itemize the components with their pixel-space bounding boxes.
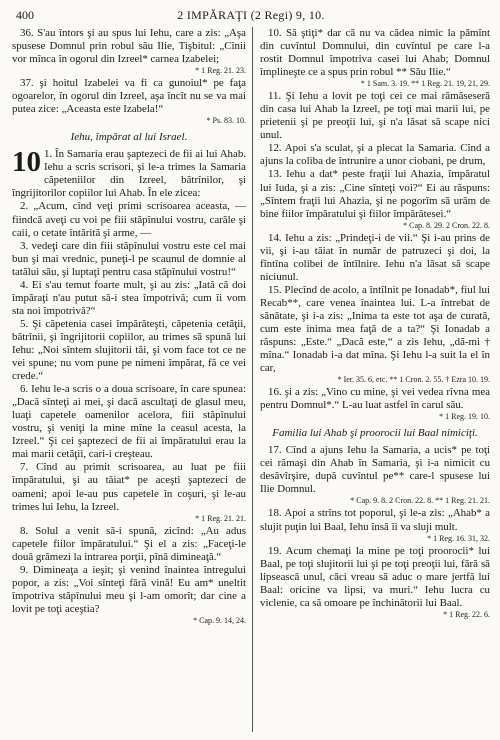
verse-text: 17. Cînd a ajuns Iehu la Samaria, a ucis* pe toţi cei rămaşi din Ahab în Samaria, şi i-a nimicit cu desăvîrşire, după cuvîntul pe** care-l spusese lui Ilie Domnul.	[260, 444, 491, 496]
left-column	[12, 27, 252, 732]
cross-reference: * 1 Reg. 19. 10.	[439, 412, 491, 422]
verse-text: 14. Iehu a zis: „Prindeţi-i de vii.“ Şi i-au prins de vii, şi i-au tăiat în număr de patruzeci şi doi, la fîntîna colibei de întîlnire. Iehu n'a lăsat să scape niciunul.	[260, 231, 491, 283]
verse	[260, 90, 490, 142]
right-column	[258, 27, 490, 732]
cross-reference: * Cap. 9. 14, 24.	[193, 615, 246, 625]
verse	[12, 318, 246, 383]
verse	[12, 77, 246, 116]
column-divider	[252, 27, 253, 732]
verse-text: 12. Apoi s'a sculat, şi a plecat la Samaria. Cînd a ajuns la coliba de întrunire a unor ciobani, pe drum,	[260, 142, 491, 168]
verse-text: 6. Iehu le-a scris o a doua scrisoare, în care spunea: „Dacă sînteţi ai mei, şi dacă ascultaţi de glasul meu, luaţi capetele oamenilor acelora, fiii stăpînului vostru, şi veniţi la mine mîne la ceasul acesta, la Izreel.“ Şi cei şaptezeci de fii ai împăratului erau la mai marii cetăţii, cari-i creşteau.	[12, 383, 246, 461]
verse-text: 8. Solul a venit să-i spună, zicînd: „Au adus capetele fiilor împăratului.“ Şi el a zis: „Faceţi-le două grămezi la intrarea porţii, pînă dimineaţă.“	[12, 524, 246, 563]
verse-text: 36. S'au întors şi au spus lui Iehu, care a zis: „Aşa spusese Domnul prin robul său Ilie, Tişbitul: „Cînii vor mînca în ogorul din Izreel* carnea Izabelei;	[12, 27, 246, 66]
running-title: 2 IMPĂRAŢI (2 Regi) 9, 10.	[177, 8, 325, 22]
verse-text: 3. vedeţi care din fiii stăpînului vostru este cel mai bun şi mai vrednic, puneţi-l pe scaunul de domnie al tatălui său, şi luptaţi pentru casa stăpînului vostru!“	[12, 239, 246, 278]
verse	[260, 444, 490, 496]
verse	[12, 279, 246, 318]
cross-reference: * 1 Reg. 16. 31, 32.	[427, 533, 491, 543]
cross-reference: * 1 Sam. 3. 19. ** 1 Reg. 21. 19, 21, 29.	[360, 79, 491, 89]
section-heading-ahab-family: Familia lui Ahab şi proorocii lui Baal nimiciţi.	[272, 427, 478, 440]
verse	[260, 545, 490, 610]
text-columns	[12, 27, 490, 732]
verse	[260, 142, 490, 168]
verse	[12, 383, 246, 461]
verse-text: 1. În Samaria erau şaptezeci de fii ai lui Ahab. Iehu a scris scrisori, şi le-a trimes la Samaria căpeteniilor din Izreel, bătrînilor, şi îngrijitorilor copiilor lui Ahab. În ele zicea:	[12, 148, 246, 200]
cross-reference: * Ps. 83. 10.	[206, 116, 246, 126]
verse	[260, 386, 490, 412]
verse-text: 5. Şi căpetenia casei împărăteşti, căpetenia cetăţii, bătrînii, şi îngrijitorii copiilor, au trimes să spună lui Iehu: „Noi sîntem slujitorii tăi, şi vom face tot ce ne vei spune; nu vom pune pe nimeni împărat, fă ce vei crede.“	[12, 317, 246, 383]
verse-text: 19. Acum chemaţi la mine pe toţi proorocii* lui Baal, pe toţi slujitorii lui şi pe toţi preoţii lui, fără să lipsească unul, căci vreau să aduc o mare jertfă lui Baal: oricine va lipsi, va muri.“ Iehu lucra cu viclenie, ca să omoare pe închinătorii lui Baal.	[260, 544, 491, 609]
page-header	[12, 8, 490, 24]
verse	[12, 240, 246, 279]
verse	[260, 232, 490, 284]
verse	[12, 525, 246, 564]
cross-reference: * Ier. 35. 6, etc. ** 1 Cron. 2. 55. † Ezra 10. 19.	[337, 375, 491, 385]
chapter-number: 10	[12, 146, 41, 179]
cross-reference: * 1 Reg. 21. 21.	[195, 513, 246, 523]
verse	[12, 27, 246, 66]
section-heading-iehu: Iehu, împărat al lui Israel.	[70, 131, 188, 144]
verse-text: 4. Ei s'au temut foarte mult, şi au zis: „Iată că doi împăraţi n'au putut să-i stea împotrivă; cum îi vom sta noi împotrivă?“	[12, 278, 246, 317]
verse-text: 15. Plecînd de acolo, a întîlnit pe Ionadab*, fiul lui Recab**, care venea înaintea lui. L-a întrebat de sănătate, şi i-a zis: „Inima ta este tot aşa de curată, cum este inima mea faţă de a ta?“ Şi Ionadab a răspuns: „Este.“ „Dacă este,“ a zis Iehu, „dă-mi † mîna.“ Ionadab i-a dat mîna. Şi Iehu l-a suit la el în car,	[260, 283, 491, 375]
verse-text: 16. şi a zis: „Vino cu mine, şi vei vedea rîvna mea pentru Domnul*.“ L-au luat astfel în carul său.	[260, 386, 491, 412]
verse	[12, 564, 246, 616]
verse-text: 7. Cînd au primit scrisoarea, au luat pe fiii împăratului, şi au tăiat* pe aceşti şaptezeci de oameni; apoi le-au pus capetele în coşuri, şi le-au trimes lui Iehu, la Izreel.	[12, 461, 246, 513]
verse	[12, 200, 246, 239]
verse-text: 37. şi hoitul Izabelei va fi ca gunoiul* pe faţa ogoarelor, în ogorul din Izreel, aşa încît nu se va mai putea zice: „Aceasta este Izabela!“	[12, 77, 246, 116]
page-number: 400	[16, 8, 34, 22]
verse	[12, 461, 246, 513]
verse	[260, 507, 490, 533]
cross-reference: * Cap. 9. 8. 2 Cron. 22. 8. ** 1 Reg. 21. 21.	[350, 496, 491, 506]
verse-text: 11. Şi Iehu a lovit pe toţi cei ce mai rămăseseră din casa lui Ahab la Izreel, pe toţi mai marii lui, pe prietenii şi pe preoţii lui, şi n'a lăsat să scape nici unul.	[260, 90, 491, 142]
verse-text: 13. Iehu a dat* peste fraţii lui Ahazia, împăratul lui Iuda, şi a zis: „Cine sînteţi voi?“ Ei au răspuns: „Sîntem fraţii lui Ahazia, şi ne pogorîm să urăm de bine fiilor împăratului şi fiilor împărătesei.“	[260, 168, 491, 220]
verse-text: 2. „Acum, cînd veţi primi scrisoarea aceasta, — fiindcă aveţi cu voi pe fiii stăpînului vostru, carăle şi caii, o cetate întărită şi arme, —	[12, 200, 246, 239]
verse	[260, 27, 490, 79]
verse-text: 10. Să ştiţi* dar că nu va cădea nimic la pămînt din cuvîntul Domnului, din cuvîntul pe care l-a rostit Domnul împotriva casei lui Ahab; Domnul împlineşte ce a spus prin robul ** Său Ilie.“	[260, 27, 491, 79]
verse-text: 9. Dimineaţa a ieşit; şi venind înaintea întregului popor, a zis: „Voi sînteţi fără vină! Eu am* uneltit împotriva stăpînului meu şi l-am omorît; dar cine a lovit pe toţi aceştia?	[12, 563, 246, 615]
verse-text: 18. Apoi a strîns tot poporul, şi le-a zis: „Ahab* a slujit puţin lui Baal, Iehu însă îi va sluji mult.	[260, 507, 491, 533]
verse	[260, 168, 490, 220]
cross-reference: * 1 Reg. 22. 6.	[443, 609, 491, 619]
verse	[260, 284, 490, 375]
verse	[12, 148, 246, 200]
cross-reference: * 1 Reg. 21. 23.	[195, 66, 246, 76]
cross-reference: * Cap. 8. 29. 2 Cron. 22. 8.	[403, 220, 491, 230]
